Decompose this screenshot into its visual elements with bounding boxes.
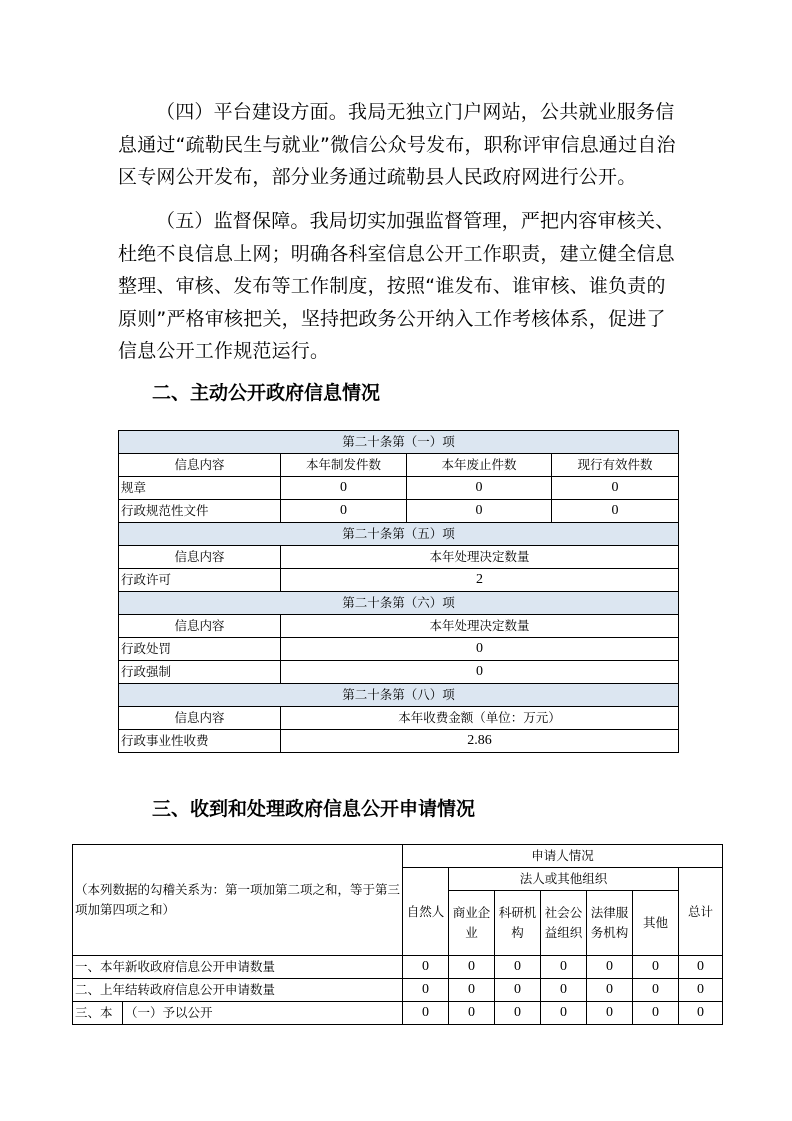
cell-value: 0	[587, 956, 633, 979]
table-row	[119, 500, 679, 523]
row-label: 行政处罚	[119, 638, 281, 661]
table-row	[119, 477, 679, 500]
cell-value: 0	[403, 1002, 449, 1025]
cell-value: 0	[407, 500, 552, 523]
cell-value: 0	[679, 1002, 723, 1025]
sub-header: 其他	[633, 891, 679, 956]
cell-value: 0	[587, 1002, 633, 1025]
cell-value: 2.86	[281, 730, 679, 753]
cell-value: 0	[407, 477, 552, 500]
column-header: 本年处理决定数量	[281, 546, 679, 569]
table-row	[73, 1002, 723, 1025]
column-header: 本年制发件数	[281, 454, 407, 477]
cell-value: 0	[633, 979, 679, 1002]
cell-value: 0	[281, 477, 407, 500]
cell-value: 0	[552, 500, 679, 523]
row-label: 二、上年结转政府信息公开申请数量	[73, 979, 403, 1002]
table-row	[73, 979, 723, 1002]
column-header: 现行有效件数	[552, 454, 679, 477]
cell-value: 0	[495, 956, 541, 979]
column-header: 本年收费金额（单位：万元）	[281, 707, 679, 730]
sub-header: 科研机构	[495, 891, 541, 956]
cell-value: 2	[281, 569, 679, 592]
cell-value: 0	[633, 1002, 679, 1025]
row-label: 一、本年新收政府信息公开申请数量	[73, 956, 403, 979]
section-header: 第二十条第（八）项	[119, 684, 679, 707]
disclosure-application-table	[72, 844, 723, 1025]
section-header: 第二十条第（五）项	[119, 523, 679, 546]
sub-header: 商业企业	[449, 891, 495, 956]
cell-value: 0	[587, 979, 633, 1002]
row-label: 行政许可	[119, 569, 281, 592]
legal-group-header: 法人或其他组织	[449, 868, 679, 891]
cell-value: 0	[281, 638, 679, 661]
column-header: 信息内容	[119, 454, 281, 477]
paragraph-supervision	[118, 205, 678, 368]
row-label: 规章	[119, 477, 281, 500]
natural-person-header: 自然人	[403, 868, 449, 956]
row-prefix: 三、本	[73, 1002, 123, 1025]
column-header: 信息内容	[119, 707, 281, 730]
cell-value: 0	[449, 956, 495, 979]
cell-value: 0	[495, 979, 541, 1002]
sub-header: 社会公益组织	[541, 891, 587, 956]
table-row	[119, 661, 679, 684]
section-heading-2: 二、主动公开政府信息情况	[152, 382, 381, 404]
cell-value: 0	[449, 1002, 495, 1025]
cell-value: 0	[552, 477, 679, 500]
section-heading-3: 三、收到和处理政府信息公开申请情况	[152, 798, 476, 820]
table-row	[73, 956, 723, 979]
cell-value: 0	[281, 500, 407, 523]
cell-value: 0	[679, 956, 723, 979]
row-label: 行政强制	[119, 661, 281, 684]
column-header: 本年废止件数	[407, 454, 552, 477]
cell-value: 0	[403, 956, 449, 979]
cell-value: 0	[403, 979, 449, 1002]
table-row	[119, 569, 679, 592]
applicant-header: 申请人情况	[403, 845, 723, 868]
section-header: 第二十条第（六）项	[119, 592, 679, 615]
paragraph-platform	[118, 96, 678, 194]
column-header: 本年处理决定数量	[281, 615, 679, 638]
cell-value: 0	[633, 956, 679, 979]
total-header: 总计	[679, 868, 723, 956]
sub-header: 法律服务机构	[587, 891, 633, 956]
cell-value: 0	[541, 979, 587, 1002]
table-row	[119, 730, 679, 753]
section-header: 第二十条第（一）项	[119, 431, 679, 454]
table-row	[119, 638, 679, 661]
column-header: 信息内容	[119, 546, 281, 569]
cell-value: 0	[495, 1002, 541, 1025]
cell-value: 0	[449, 979, 495, 1002]
paragraph-text: （四）平台建设方面。我局无独立门户网站，公共就业服务信息通过“疏勒民生与就业”微信公众号发布，职称评审信息通过自治区专网公开发布，部分业务通过疏勒县人民政府网进行公开。	[118, 101, 676, 188]
row-label: 行政事业性收费	[119, 730, 281, 753]
relation-note: （本列数据的勾稽关系为：第一项加第二项之和，等于第三项加第四项之和）	[73, 845, 403, 956]
cell-value: 0	[541, 1002, 587, 1025]
paragraph-text: （五）监督保障。我局切实加强监督管理，严把内容审核关、杜绝不良信息上网；明确各科室信息公开工作职责，建立健全信息整理、审核、发布等工作制度，按照“谁发布、谁审核、谁负责的原则”严格审核把关，坚持把政务公开纳入工作考核体系，促进了信息公开工作规范运行。	[118, 210, 675, 362]
row-label: （一）予以公开	[123, 1002, 403, 1025]
column-header: 信息内容	[119, 615, 281, 638]
cell-value: 0	[679, 979, 723, 1002]
row-label: 行政规范性文件	[119, 500, 281, 523]
cell-value: 0	[281, 661, 679, 684]
proactive-disclosure-table	[118, 430, 679, 753]
cell-value: 0	[541, 956, 587, 979]
